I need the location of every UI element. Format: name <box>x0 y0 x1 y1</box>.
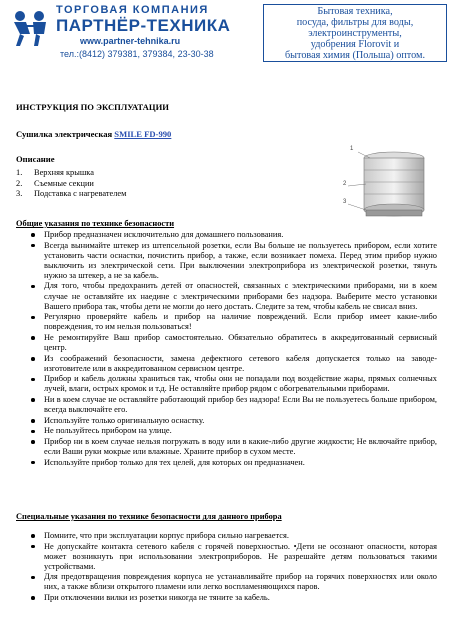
parts-list <box>16 168 126 200</box>
list-item: Всегда вынимайте штекер из штепсельной розетки, если Вы больше не пользуетесь прибором, если хотите установить части оснастки, почистить прибор, а также, если возникает помеха. Перед этим прибор нужно выключить из электрической сети. При выключении электроприбора из электрической розетки, тянуть нужно за штекер, а не за кабель. <box>16 241 437 281</box>
list-item: Прибор предназначен исключительно для домашнего пользования. <box>16 230 437 240</box>
promo-line: бытовая химия (Польша) оптом. <box>284 50 426 61</box>
list-item: Из соображений безопасности, замена дефектного сетевого кабеля допускается только на заводе-изготовителе или в аккредитованном сервисном центре. <box>16 354 437 374</box>
part-number: 1. <box>16 168 23 177</box>
list-item: Не ремонтируйте Ваш прибор самостоятельно. Обязательно обратитесь в аккредитованный сервисный центр. <box>16 333 437 353</box>
callout-label: 2 <box>343 181 347 187</box>
list-item <box>16 168 126 179</box>
document-title: ИНСТРУКЦИЯ ПО ЭКСПЛУАТАЦИИ <box>16 102 169 112</box>
list-item: Прибор и кабель должны храниться так, чтобы они не попадали под воздействие жары, прямых солнечных лучей, влаги, острых кромок и т.д. Не оставляйте прибор рядом с обогревательными приборами. <box>16 374 437 394</box>
promo-box <box>263 4 447 62</box>
dehydrator-image <box>336 144 436 226</box>
list-item: Используйте прибор только для тех целей, для которых он предназначен. <box>16 458 437 468</box>
part-label: Верхняя крышка <box>34 168 94 177</box>
part-label: Подставка с нагревателем <box>34 189 127 198</box>
part-label: Съемные секции <box>34 178 94 188</box>
page-header <box>0 0 453 72</box>
promo-line: электроинструменты, <box>308 28 402 39</box>
list-item: Не допускайте контакта сетевого кабеля с горячей поверхностью. •Дети не осознают опасности, которая может возникнуть при использовании электроприборов. Не разрешайте детям пользоваться такими устройствами. <box>16 542 437 572</box>
logo-tagline: ТОРГОВАЯ КОМПАНИЯ <box>56 4 209 16</box>
list-item: Для предотвращения повреждения корпуса не устанавливайте прибор на горячих поверхностях или около них, а также вблизи открытого пламени или легко воспламеняющихся паров. <box>16 572 437 592</box>
list-item: Ни в коем случае не оставляйте работающий прибор без надзора! Если Вы не пользуетесь больше прибором, всегда выключайте его. <box>16 395 437 415</box>
description-heading: Описание <box>16 154 55 164</box>
callout-label: 1 <box>350 146 354 152</box>
list-item: Помните, что при эксплуатации корпус прибора сильно нагревается. <box>16 531 437 541</box>
list-item: При отключении вилки из розетки никогда не тяните за кабель. <box>16 593 437 603</box>
callout-label: 3 <box>343 199 347 205</box>
product-link[interactable]: SMILE FD-990 <box>114 129 172 139</box>
promo-line: удобрения Florovit и <box>310 39 400 50</box>
list-item: Регулярно проверяйте кабель и прибор на наличие повреждений. Если прибор имеет какие-либо повреждения, то им нельзя пользоваться! <box>16 312 437 332</box>
logo-website[interactable]: www.partner-tehnika.ru <box>80 36 181 46</box>
logo-figure-icon <box>6 4 54 52</box>
logo-company-name: ПАРТНЁР-ТЕХНИКА <box>56 16 231 35</box>
general-safety-list <box>16 230 437 468</box>
promo-line: Бытовая техника, <box>317 6 393 17</box>
special-safety-heading: Специальные указания по технике безопасности для данного прибора <box>16 512 282 521</box>
list-item <box>16 189 126 200</box>
list-item: Не пользуйтесь прибором на улице. <box>16 426 437 436</box>
company-logo <box>6 4 231 64</box>
list-item: Используйте только оригинальную оснастку. <box>16 416 437 426</box>
product-heading <box>16 129 171 139</box>
part-number: 3. <box>16 189 23 198</box>
product-prefix: Сушилка электрическая <box>16 129 115 139</box>
special-safety-list <box>16 531 437 604</box>
logo-phone: тел.:(8412) 379381, 379384, 23-30-38 <box>60 49 214 59</box>
list-item: Прибор ни в коем случае нельзя погружать в воду или в какие-либо другие жидкости; Не включайте прибор, если Ваши руки мокрые или влажные. Храните прибор в сухом месте. <box>16 437 437 457</box>
list-item <box>16 179 126 190</box>
part-number: 2. <box>16 178 23 188</box>
promo-line: посуда, фильтры для воды, <box>296 17 414 28</box>
general-safety-heading: Общие указания по технике безопасности <box>16 219 175 228</box>
list-item: Для того, чтобы предохранить детей от опасностей, связанных с электрическими приборами, ни в коем случае не оставляйте их наедине с электрическими приборами без надзора. Выберите место установки Вашего прибора так, чтобы дети не могли до него достать. Следите за тем, чтобы кабель не свисал вниз. <box>16 281 437 311</box>
